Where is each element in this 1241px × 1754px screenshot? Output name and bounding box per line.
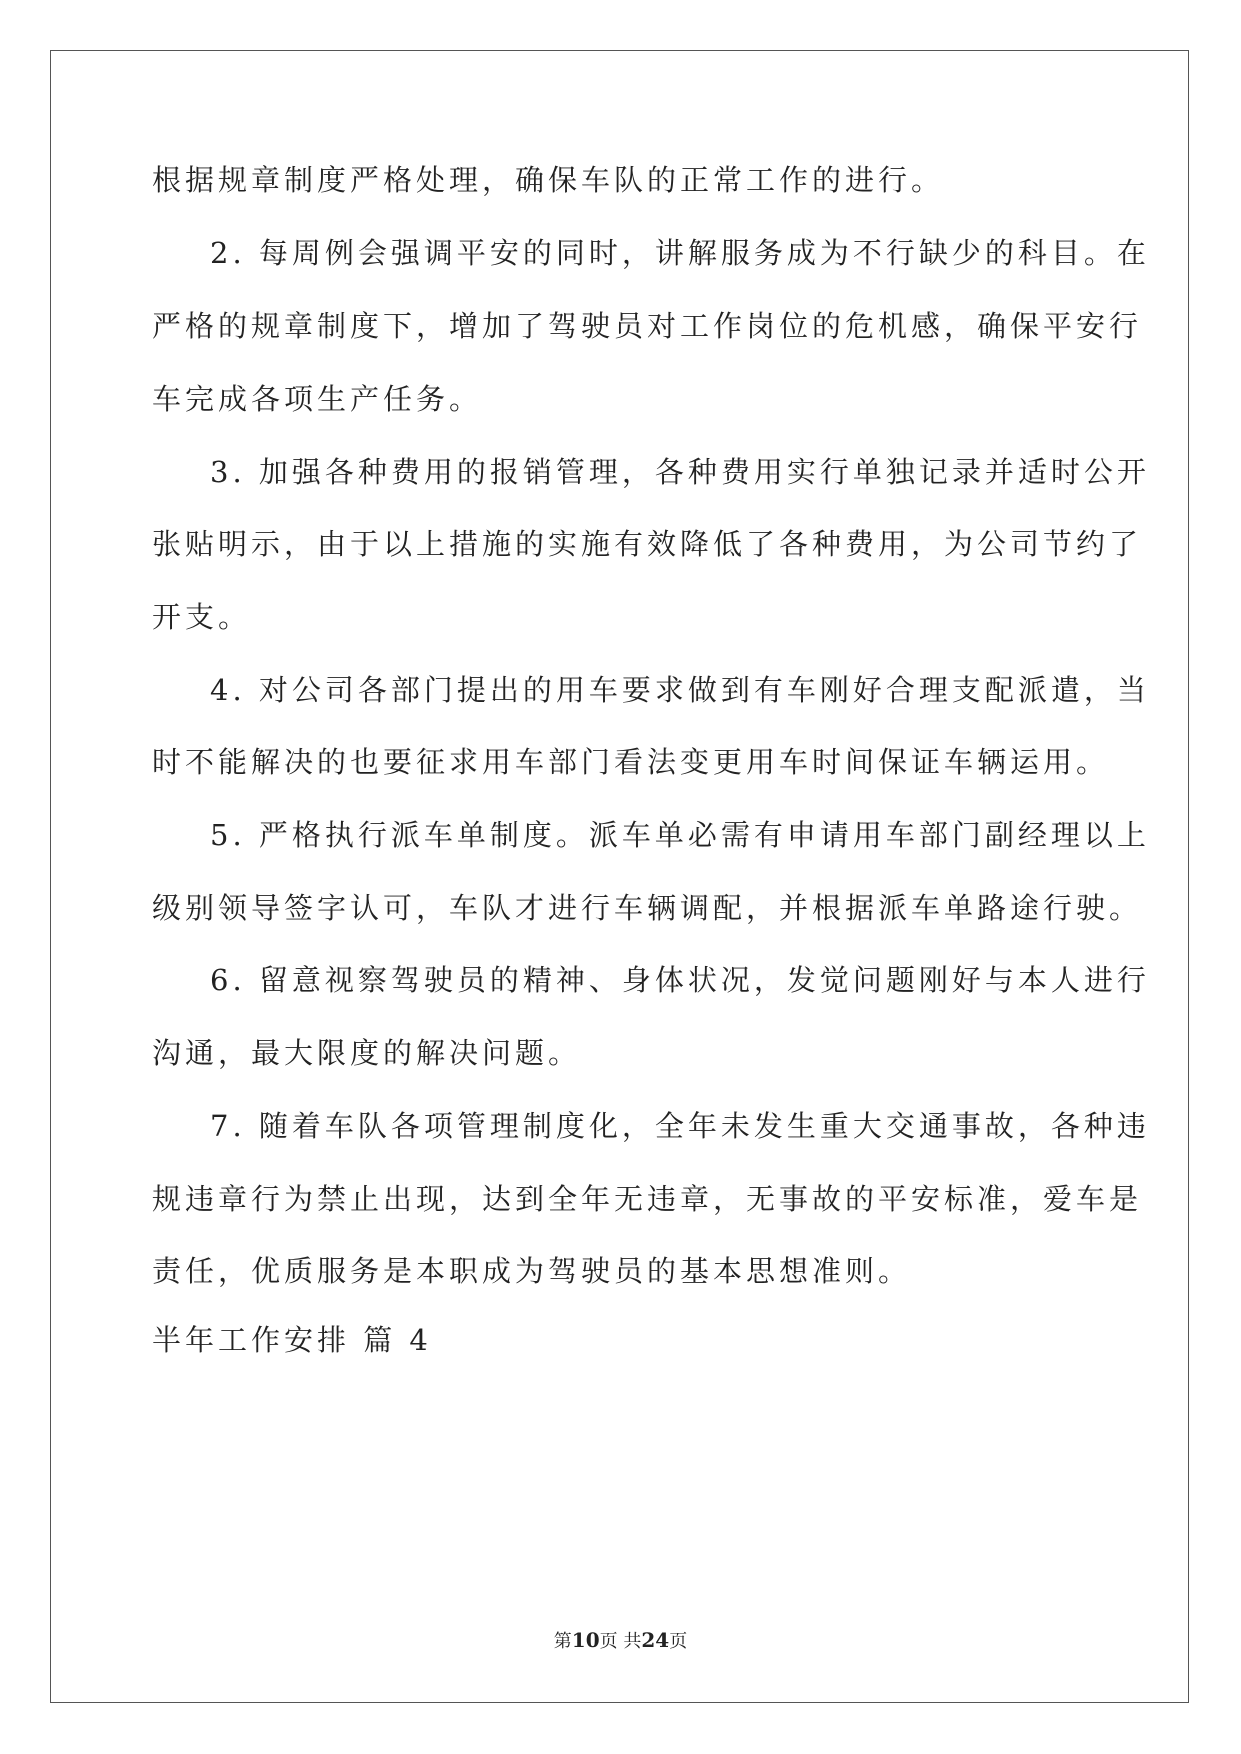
body-line: 3. 加强各种费用的报销管理，各种费用实行单独记录并适时公开 [210,455,1150,489]
body-line: 车完成各项生产任务。 [152,382,483,416]
body-line: 沟通，最大限度的解决问题。 [152,1036,582,1070]
body-line: 规违章行为禁止出现，达到全年无违章，无事故的平安标准，爱车是 [152,1182,1143,1216]
body-line: 6. 留意视察驾驶员的精神、身体状况，发觉问题刚好与本人进行 [210,963,1150,997]
body-line: 5. 严格执行派车单制度。派车单必需有申请用车部门副经理以上 [210,818,1150,852]
footer-middle: 页 共 [599,1631,642,1652]
page-frame [50,50,1189,1703]
total-page-number: 24 [641,1628,670,1652]
page-footer [0,1627,1241,1653]
body-line: 2. 每周例会强调平安的同时，讲解服务成为不行缺少的科目。在 [210,236,1150,270]
body-line: 责任，优质服务是本职成为驾驶员的基本思想准则。 [152,1254,912,1288]
body-line: 张贴明示，由于以上措施的实施有效降低了各种费用，为公司节约了 [152,527,1143,561]
body-line: 时不能解决的也要征求用车部门看法变更用车时间保证车辆运用。 [152,745,1110,779]
body-line: 4. 对公司各部门提出的用车要求做到有车刚好合理支配派遣，当 [210,673,1150,707]
section-heading: 半年工作安排 篇 4 [152,1323,432,1357]
body-line: 严格的规章制度下，增加了驾驶员对工作岗位的危机感，确保平安行 [152,309,1143,343]
footer-suffix: 页 [669,1631,688,1652]
body-line: 开支。 [152,600,252,634]
body-line: 7. 随着车队各项管理制度化，全年未发生重大交通事故，各种违 [210,1109,1150,1143]
body-line: 根据规章制度严格处理，确保车队的正常工作的进行。 [152,163,945,197]
current-page-number: 10 [571,1628,600,1652]
body-line: 级别领导签字认可，车队才进行车辆调配，并根据派车单路途行驶。 [152,891,1143,925]
footer-prefix: 第 [553,1631,572,1652]
